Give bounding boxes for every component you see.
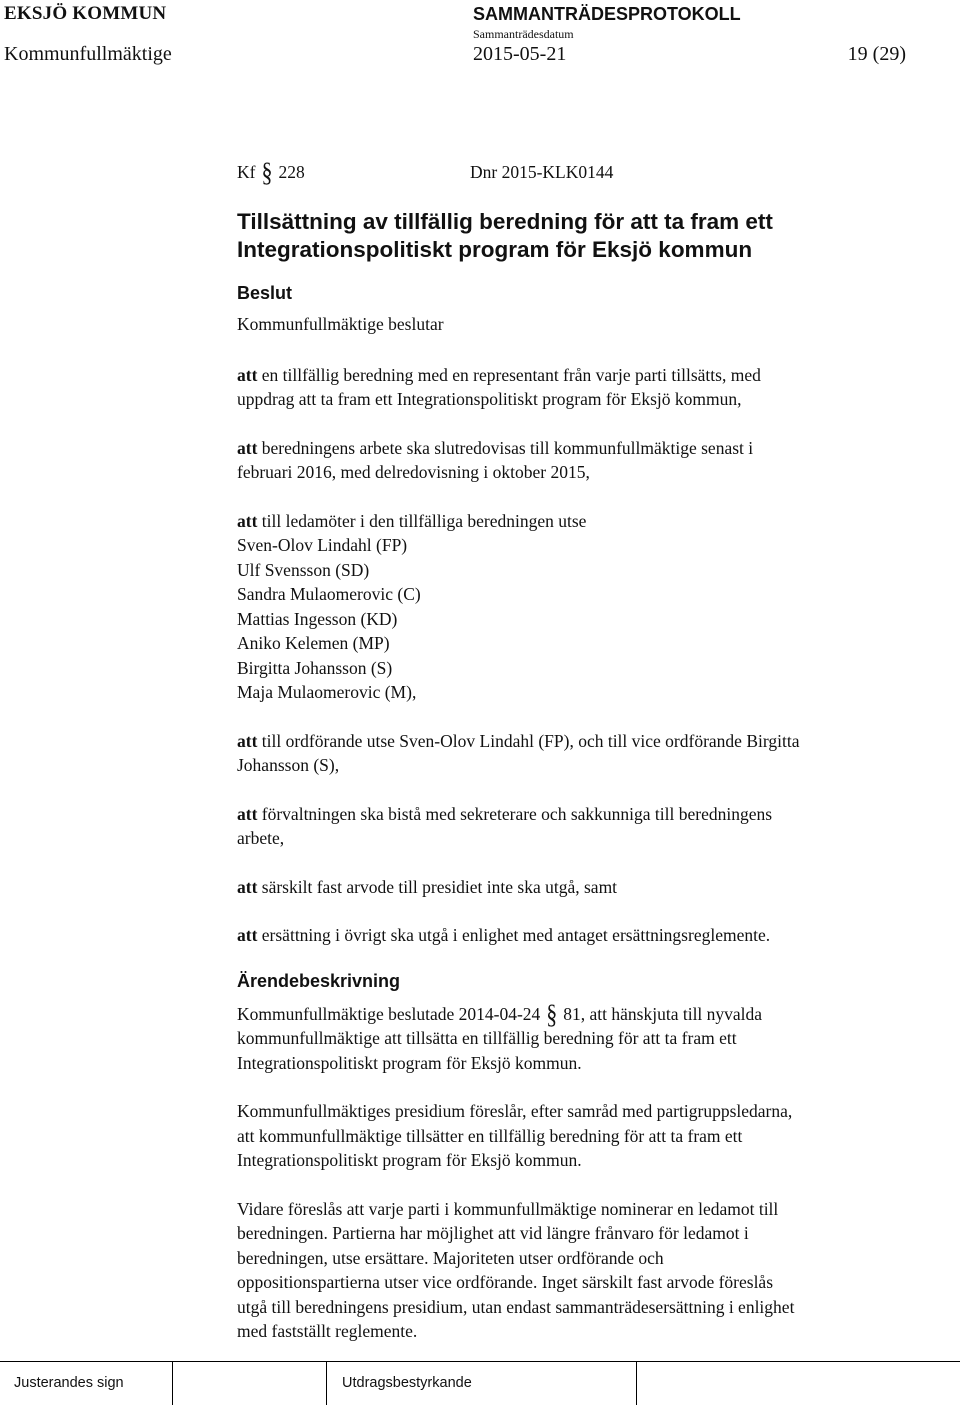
description-line: Kommunfullmäktiges presidium föreslår, efter samråd med partigruppsledarna, bbox=[237, 1101, 793, 1121]
description-heading: Ärendebeskrivning bbox=[237, 970, 401, 991]
att-keyword: att bbox=[237, 437, 258, 458]
justerandes-sign-label: Justerandes sign bbox=[14, 1375, 124, 1391]
section-reference bbox=[237, 155, 305, 187]
reference-line bbox=[237, 155, 917, 188]
att-keyword: att bbox=[237, 364, 258, 385]
footer-divider bbox=[172, 1362, 173, 1405]
member-name: Sandra Mulaomerovic (C) bbox=[237, 584, 421, 604]
description-line: med fastställt reglemente. bbox=[237, 1321, 418, 1341]
description-line: Vidare föreslås att varje parti i kommunfullmäktige nominerar en ledamot till bbox=[237, 1198, 779, 1219]
decision-clause bbox=[237, 363, 917, 412]
description-line: beredningen, utse ersättare. Majoriteten utser ordförande och bbox=[237, 1247, 664, 1268]
clause-line: en tillfällig beredning med en representant från varje parti tillsätts, med bbox=[261, 364, 761, 385]
att-keyword: att bbox=[237, 803, 258, 824]
assembly-name: Kommunfullmäktige bbox=[4, 43, 172, 65]
decision-clause bbox=[237, 729, 917, 778]
description-paragraph bbox=[237, 1099, 917, 1173]
organization-name: EKSJÖ KOMMUN bbox=[4, 3, 167, 24]
clause-line: särskilt fast arvode till presidiet inte ska utgå, samt bbox=[261, 876, 618, 897]
member-name: Sven-Olov Lindahl (FP) bbox=[237, 535, 408, 555]
decision-clause bbox=[237, 436, 917, 485]
page-number: 19 (29) bbox=[847, 43, 906, 65]
meeting-date: 2015-05-21 bbox=[473, 43, 567, 65]
document-body bbox=[237, 155, 917, 1344]
section-symbol: § bbox=[546, 997, 558, 1029]
signature-footer bbox=[0, 1361, 960, 1405]
att-keyword: att bbox=[237, 925, 258, 945]
document-type: SAMMANTRÄDESPROTOKOLL bbox=[473, 4, 741, 24]
footer-divider bbox=[326, 1362, 327, 1405]
description-paragraph bbox=[237, 997, 917, 1076]
section-symbol: § bbox=[261, 155, 273, 187]
description-line: Integrationspolitiskt program för Eksjö kommun. bbox=[237, 1150, 582, 1170]
description-line: 81, att hänskjuta till nyvalda bbox=[563, 1003, 763, 1024]
case-number: Dnr 2015-KLK0144 bbox=[470, 162, 614, 182]
att-keyword: att bbox=[237, 876, 258, 897]
decision-clause bbox=[237, 875, 917, 900]
decision-heading: Beslut bbox=[237, 283, 293, 303]
description-line: att kommunfullmäktige tillsätter en tillfällig beredning för att ta fram ett bbox=[237, 1125, 743, 1146]
member-name: Aniko Kelemen (MP) bbox=[237, 633, 390, 653]
clause-line: till ledamöter i den tillfälliga beredningen utse bbox=[261, 510, 587, 531]
description-line: kommunfullmäktige att tillsätta en tillfällig beredning för att ta fram ett bbox=[237, 1028, 737, 1048]
clause-line: förvaltningen ska bistå med sekreterare och sakkunniga till beredningens bbox=[261, 803, 773, 824]
clause-line: februari 2016, med delredovisning i oktober 2015, bbox=[237, 462, 590, 482]
description-line: beredningen. Partierna har möjlighet att vid längre frånvaro för ledamot i bbox=[237, 1223, 749, 1243]
description-line: oppositionspartierna utser vice ordförande. Inget särskilt fast arvode föreslås bbox=[237, 1272, 774, 1292]
member-name: Birgitta Johansson (S) bbox=[237, 657, 393, 678]
title-line: Tillsättning av tillfällig beredning för att ta fram ett bbox=[237, 209, 773, 234]
clause-line: till ordförande utse Sven-Olov Lindahl (FP), och till vice ordförande Birgitta bbox=[261, 730, 800, 751]
section-number: 228 bbox=[278, 162, 305, 182]
decision-clause bbox=[237, 509, 917, 705]
decision-intro: Kommunfullmäktige beslutar bbox=[237, 314, 444, 334]
utdragsbestyrkande-label: Utdragsbestyrkande bbox=[342, 1375, 472, 1391]
clause-line: ersättning i övrigt ska utgå i enlighet med antaget ersättningsreglemente. bbox=[261, 925, 771, 945]
att-keyword: att bbox=[237, 730, 258, 751]
description-paragraph bbox=[237, 1197, 917, 1344]
title-line: Integrationspolitiskt program för Eksjö kommun bbox=[237, 237, 753, 262]
footer-divider bbox=[636, 1362, 637, 1405]
meeting-date-label: Sammanträdesdatum bbox=[473, 27, 574, 41]
member-name: Maja Mulaomerovic (M), bbox=[237, 682, 417, 702]
clause-line: beredningens arbete ska slutredovisas till kommunfullmäktige senast i bbox=[261, 437, 754, 458]
decision-clause bbox=[237, 802, 917, 851]
description-line: Kommunfullmäktige beslutade 2014-04-24 bbox=[237, 1003, 541, 1024]
clause-line: arbete, bbox=[237, 828, 285, 848]
member-name: Mattias Ingesson (KD) bbox=[237, 608, 398, 629]
member-name: Ulf Svensson (SD) bbox=[237, 559, 370, 580]
page-title bbox=[237, 208, 917, 264]
att-keyword: att bbox=[237, 510, 258, 531]
description-line: utgå till beredningens presidium, utan endast sammanträdesersättning i enlighet bbox=[237, 1296, 795, 1317]
clause-line: uppdrag att ta fram ett Integrationspolitiskt program för Eksjö kommun, bbox=[237, 389, 742, 409]
section-prefix: Kf bbox=[237, 162, 256, 182]
clause-line: Johansson (S), bbox=[237, 755, 340, 775]
description-line: Integrationspolitiskt program för Eksjö kommun. bbox=[237, 1052, 582, 1073]
decision-clause bbox=[237, 923, 917, 948]
